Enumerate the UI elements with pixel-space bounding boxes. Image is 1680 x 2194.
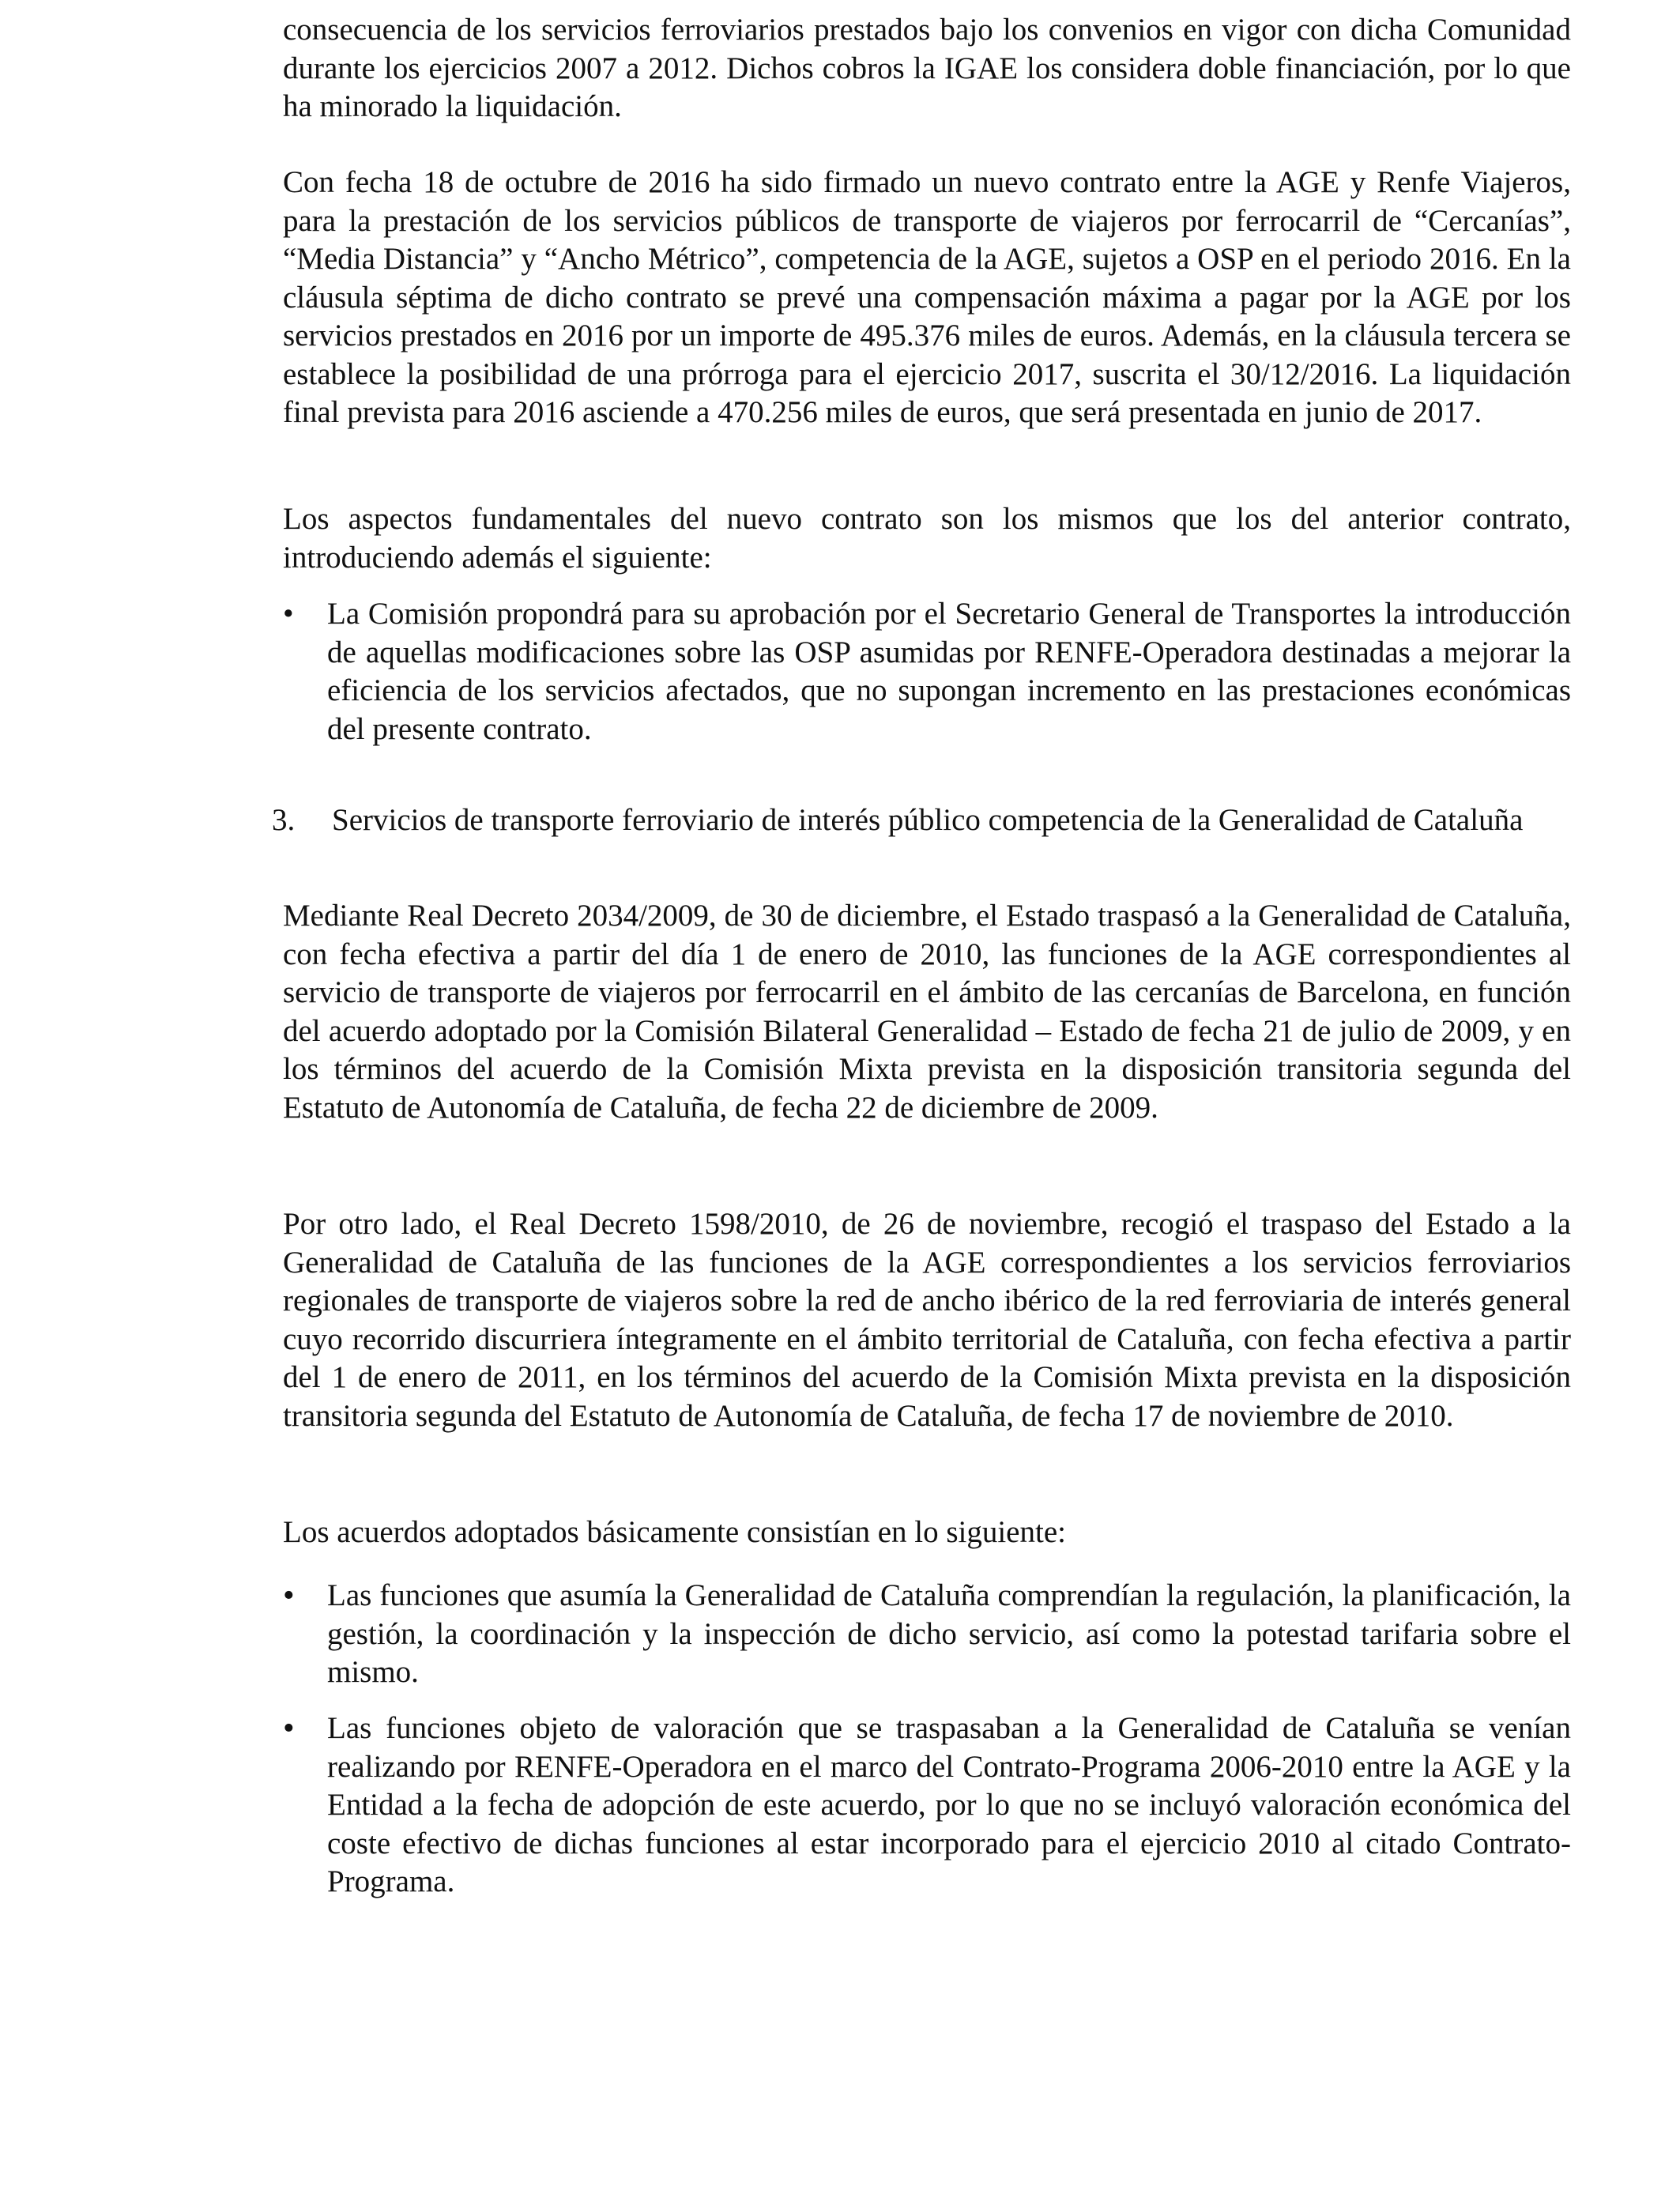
- paragraph-agreements-intro: Los acuerdos adoptados básicamente consistían en lo siguiente:: [283, 1515, 1066, 1549]
- list-item-text: La Comisión propondrá para su aprobación por el Secretario General de Transportes la introducción de aquellas modificaciones sobre las OSP asumidas por RENFE-Operadora destinadas a mejorar la eficiencia de los servicios afectados, que no supongan incremento en las prestaciones económicas del presente contrato.: [327, 597, 1571, 746]
- paragraph-funding-consequence: consecuencia de los servicios ferroviarios prestados bajo los convenios en vigor con dicha Comunidad durante los ejercicios 2007 a 2012. Dichos cobros la IGAE los considera doble financiación, por lo que ha minorado la liquidación.: [283, 13, 1571, 123]
- paragraph-new-contract: Con fecha 18 de octubre de 2016 ha sido firmado un nuevo contrato entre la AGE y Renfe Viajeros, para la prestación de los servicios públicos de transporte de viajeros por ferrocarril de “Cercanías”, “Media Distancia” y “Ancho Métrico”, competencia de la AGE, sujetos a OSP en el periodo 2016. En la cláusula séptima de dicho contrato se prevé una compensación máxima a pagar por la AGE por los servicios prestados en 2016 por un importe de 495.376 miles de euros. Además, en la cláusula tercera se establece la posibilidad de una prórroga para el ejercicio 2017, suscrita el 30/12/2016. La liquidación final prevista para 2016 asciende a 470.256 miles de euros, que será presentada en junio de 2017.: [283, 165, 1571, 429]
- section-number: 3.: [272, 803, 296, 837]
- bullet-icon: •: [283, 1578, 295, 1614]
- paragraph-royal-decree-2034: Mediante Real Decreto 2034/2009, de 30 de diciembre, el Estado traspasó a la Generalidad de Cataluña, con fecha efectiva a partir del día 1 de enero de 2010, las funciones de la AGE correspondientes al servicio de transporte de viajeros por ferrocarril en el ámbito de las cercanías de Barcelona, en función del acuerdo adoptado por la Comisión Bilateral Generalidad – Estado de fecha 21 de julio de 2009, y en los términos del acuerdo de la Comisión Mixta prevista en la disposición transitoria segunda del Estatuto de Autonomía de Cataluña, de fecha 22 de diciembre de 2009.: [283, 899, 1571, 1125]
- list-item-generalidad-functions: [283, 1577, 1571, 1692]
- list-item-valuation-functions: [283, 1710, 1571, 1902]
- list-item-text: Las funciones objeto de valoración que se traspasaban a la Generalidad de Cataluña se venían realizando por RENFE-Operadora en el marco del Contrato-Programa 2006-2010 entre la AGE y la Entidad a la fecha de adopción de este acuerdo, por lo que no se incluyó valoración económica del coste efectivo de dichas funciones al estar incorporado para el ejercicio 2010 al citado Contrato-Programa.: [327, 1711, 1571, 1898]
- paragraph-royal-decree-1598: Por otro lado, el Real Decreto 1598/2010, de 26 de noviembre, recogió el traspaso del Estado a la Generalidad de Cataluña de las funciones de la AGE correspondientes a los servicios ferroviarios regionales de transporte de viajeros sobre la red de ancho ibérico de la red ferroviaria de interés general cuyo recorrido discurriera íntegramente en el ámbito territorial de Cataluña, con fecha efectiva a partir del 1 de enero de 2011, en los términos del acuerdo de la Comisión Mixta prevista en la disposición transitoria segunda del Estatuto de Autonomía de Cataluña, de fecha 17 de noviembre de 2010.: [283, 1207, 1571, 1433]
- list-item-commission-proposal: [283, 595, 1571, 748]
- section-title: Servicios de transporte ferroviario de interés público competencia de la Generalidad de Cataluña: [332, 803, 1524, 837]
- section-heading-3: [272, 801, 1571, 840]
- bullet-icon: •: [283, 1710, 295, 1747]
- list-item-text: Las funciones que asumía la Generalidad de Cataluña comprendían la regulación, la planificación, la gestión, la coordinación y la inspección de dicho servicio, así como la potestad tarifaria sobre el mismo.: [327, 1578, 1571, 1689]
- bullet-icon: •: [283, 597, 294, 631]
- paragraph-contract-aspects: Los aspectos fundamentales del nuevo contrato son los mismos que los del anterior contrato, introduciendo además el siguiente:: [283, 502, 1571, 575]
